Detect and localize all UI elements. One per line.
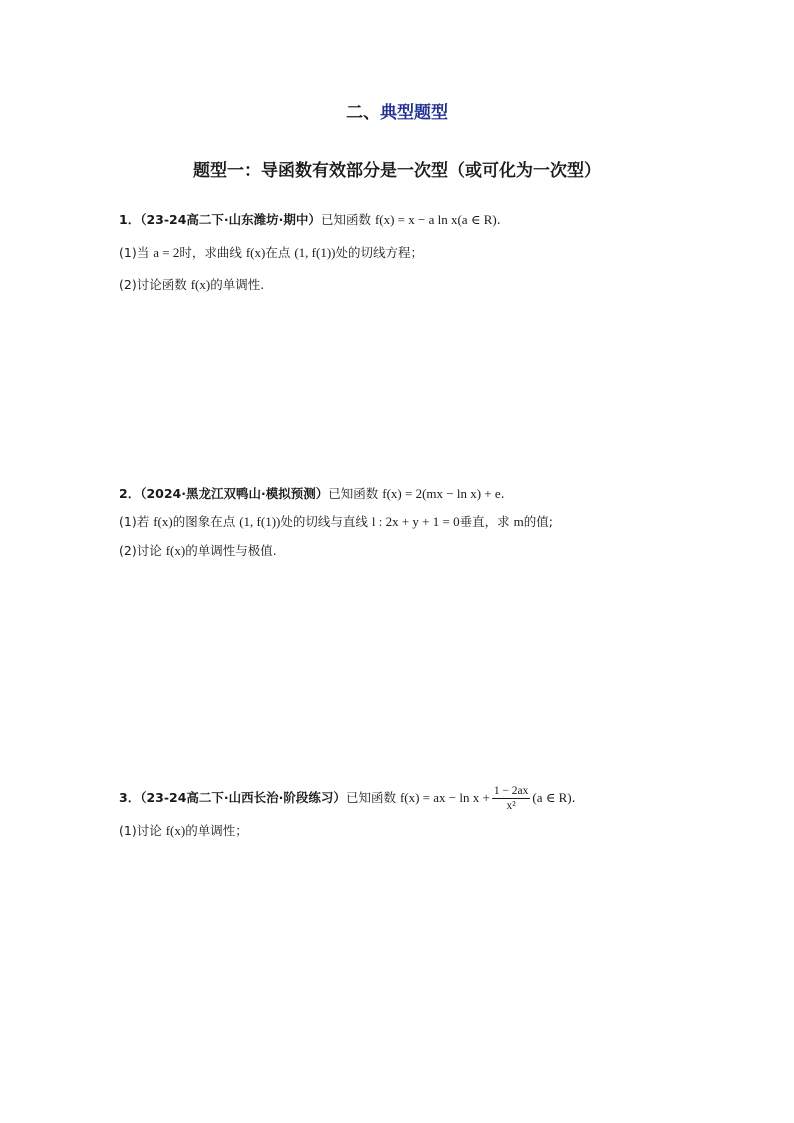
problem-number: 3． (119, 790, 141, 805)
part-text: 若 (136, 514, 150, 529)
problem-source: （23-24高二下·山东潍坊·期中） (140, 212, 321, 227)
part-text: 讨论 (136, 823, 162, 838)
part-label: (1) (119, 823, 137, 838)
section-heading: 典型题型 (380, 103, 448, 123)
math-expr: f(x) (190, 277, 211, 292)
function-definition: f(x) = x − a ln x(a ∈ R) (374, 212, 497, 227)
part-text: 垂直，求 (459, 514, 510, 529)
function-domain: (a ∈ R) (532, 790, 572, 805)
problem-2-part-2 (119, 542, 277, 560)
part-text: 的单调性. (210, 277, 265, 292)
problem-source: （23-24高二下·山西长治·阶段练习） (140, 790, 346, 805)
part-text: 当 (136, 245, 150, 260)
problem-3-stem (119, 784, 576, 812)
problem-end: . (571, 790, 576, 805)
part-label: (2) (119, 543, 137, 558)
question-type-title: 题型一：导函数有效部分是一次型（或可化为一次型） (193, 161, 601, 181)
fraction-denominator: x² (506, 800, 516, 812)
problem-end: . (500, 486, 505, 501)
part-text: 在点 (265, 245, 291, 260)
problem-intro: 已知函数 (345, 790, 396, 805)
problem-2-stem (119, 485, 505, 503)
problem-1-part-1 (119, 244, 423, 262)
problem-1-stem (119, 211, 501, 229)
part-label: (1) (119, 245, 137, 260)
math-expr: a = 2 (153, 245, 180, 260)
math-expr: l : 2x + y + 1 = 0 (371, 514, 460, 529)
part-text: 处的切线方程； (335, 245, 423, 260)
problem-2-part-1 (119, 513, 553, 531)
math-expr: (1, f(1)) (239, 514, 281, 529)
part-text: 处的切线与直线 (280, 514, 368, 529)
problem-1-part-2 (119, 276, 264, 294)
problem-end: . (496, 212, 501, 227)
problem-source: （2024·黑龙江双鸭山·模拟预测） (140, 486, 329, 501)
problem-intro: 已知函数 (320, 212, 371, 227)
part-text: 的图象在点 (172, 514, 236, 529)
fraction (492, 785, 531, 812)
part-label: (2) (119, 277, 137, 292)
problem-intro: 已知函数 (328, 486, 379, 501)
part-label: (1) (119, 514, 137, 529)
part-text: 时，求曲线 (179, 245, 242, 260)
function-definition: f(x) = ax − ln x + (399, 790, 490, 805)
problem-number: 2． (119, 486, 141, 501)
math-expr: f(x) (165, 543, 186, 558)
math-expr: m (513, 514, 524, 529)
math-expr: f(x) (153, 514, 173, 529)
part-text: 的单调性与极值. (185, 543, 277, 558)
section-prefix: 二、 (346, 103, 380, 123)
part-text: 讨论 (136, 543, 162, 558)
part-text: 讨论函数 (136, 277, 187, 292)
math-expr: f(x) (165, 823, 186, 838)
part-text: 的值; (523, 514, 553, 529)
math-expr: f(x) (245, 245, 266, 260)
fraction-numerator: 1 − 2ax (493, 785, 529, 797)
math-expr: (1, f(1)) (294, 245, 336, 260)
problem-number: 1． (119, 212, 141, 227)
section-title (0, 98, 794, 123)
part-text: 的单调性； (185, 823, 248, 838)
problem-3-part-1 (119, 822, 248, 840)
function-definition: f(x) = 2(mx − ln x) + e (382, 486, 501, 501)
